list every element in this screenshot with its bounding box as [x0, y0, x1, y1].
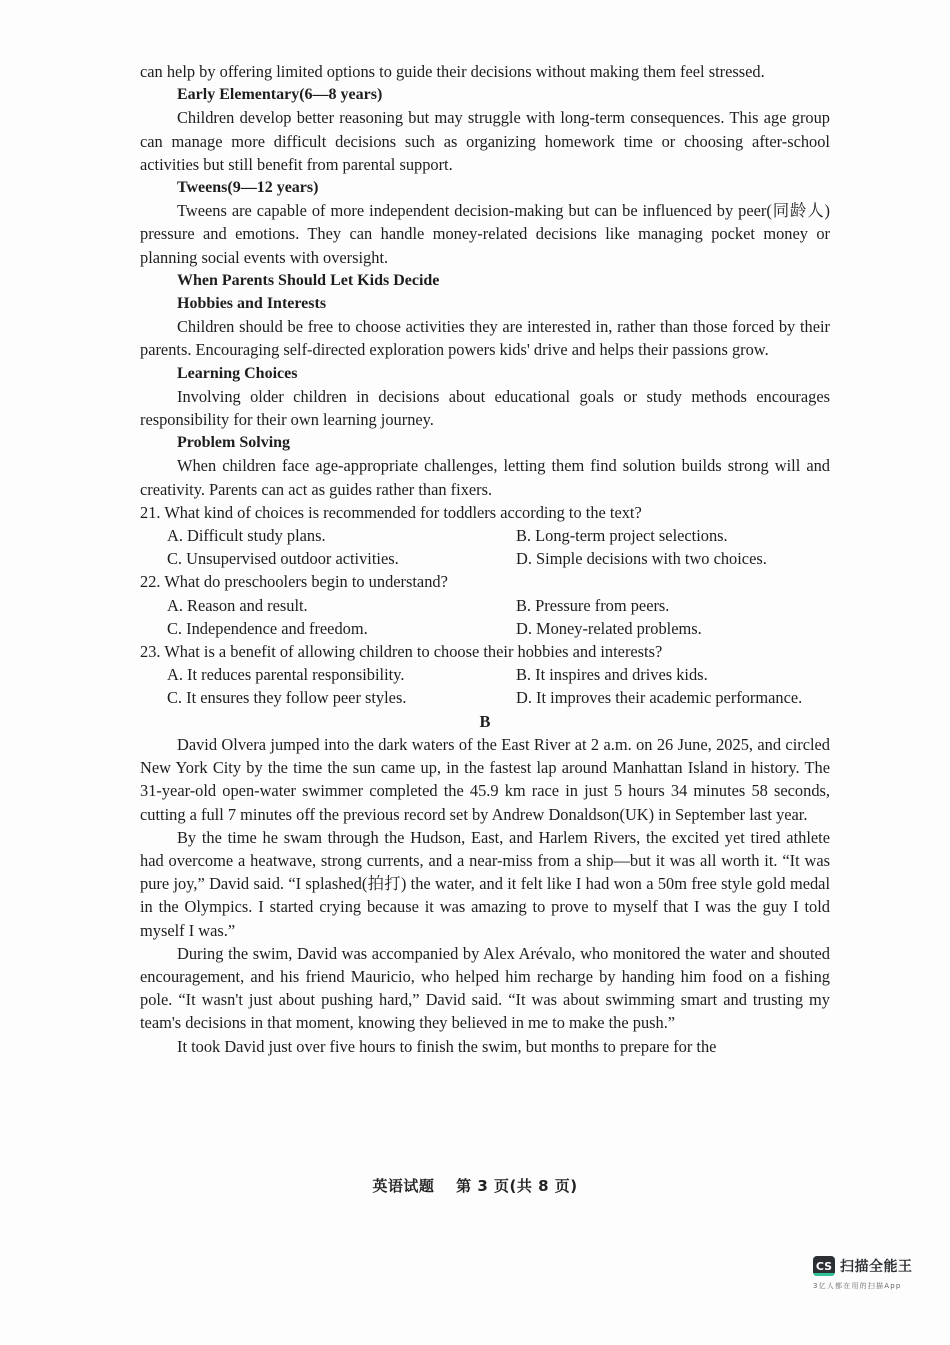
- option-c: C. It ensures they follow peer styles.: [167, 688, 407, 708]
- options-grid: [140, 524, 830, 570]
- paragraph-b-2: By the time he swam through the Hudson, East, and Harlem Rivers, the excited yet tired athlete had overcome a heatwave, strong currents, and a near-miss from a ship—but it was all worth it. “It was pure joy,” David said. “I splashed(拍打) the water, and it felt like I had won a 50m free style gold medal in the Olympics. I started crying because it was amazing to prove to myself that I was the guy I told myself I was.”: [140, 827, 830, 940]
- paragraph-b-3: During the swim, David was accompanied by Alex Arévalo, who monitored the water and shouted encouragement, and his friend Mauricio, who helped him recharge by handing him food on a fishing pole. “It wasn't just about pushing hard,” David said. “It was about swimming smart and trusting my team's decisions in that moment, knowing they believed in me to make the push.”: [140, 943, 830, 1033]
- paragraph-intro-continuation: can help by offering limited options to guide their decisions without making them feel stressed.: [140, 62, 765, 81]
- option-b: B. Long-term project selections.: [516, 526, 728, 546]
- option-a: A. Reason and result.: [167, 595, 308, 615]
- footer-page-info: 第 3 页(共 8 页): [456, 1177, 578, 1195]
- option-c: C. Unsupervised outdoor activities.: [167, 549, 399, 569]
- question-number: 21.: [140, 502, 161, 522]
- paragraph-early-elementary: Children develop better reasoning but may struggle with long-term consequences. This age group can manage more difficult decisions such as organizing homework time or choosing after-school activities but still benefit from parental support.: [140, 108, 830, 174]
- question-number: 22.: [140, 572, 161, 592]
- section-heading-problem-solving: Problem Solving: [177, 434, 291, 452]
- option-d: D. Money-related problems.: [516, 618, 702, 638]
- option-b: B. Pressure from peers.: [516, 595, 670, 615]
- paragraph-tweens: Tweens are capable of more independent decision-making but can be influenced by peer(同龄人) pressure and emotions. They can handle money-related decisions like managing pocket money or planning social events with oversight.: [140, 201, 830, 267]
- option-d: D. Simple decisions with two choices.: [516, 549, 767, 569]
- paragraph-learning: Involving older children in decisions about educational goals or study methods encourages responsibility for their own learning journey.: [140, 386, 830, 430]
- question-text: What do preschoolers begin to understand?: [164, 572, 448, 592]
- option-d: D. It improves their academic performance.: [516, 688, 803, 708]
- footer-subject: 英语试题: [372, 1177, 435, 1195]
- option-a: A. Difficult study plans.: [167, 526, 326, 546]
- question-number: 23.: [140, 642, 161, 662]
- option-c: C. Independence and freedom.: [167, 618, 368, 638]
- section-heading-tweens: Tweens(9—12 years): [177, 179, 319, 197]
- section-heading-early-elementary: Early Elementary(6—8 years): [177, 86, 383, 104]
- page-footer: [0, 1175, 950, 1196]
- section-heading-learning: Learning Choices: [177, 364, 298, 382]
- exam-page: [140, 60, 830, 1058]
- options-grid: [140, 663, 830, 709]
- passage-b-label: B: [479, 711, 491, 731]
- watermark-tagline: 3亿人都在用的扫描App: [813, 1282, 902, 1290]
- options-grid: [140, 594, 830, 640]
- paragraph-b-1: David Olvera jumped into the dark waters of the East River at 2 a.m. on 26 June, 2025, and circled New York City by the time the sun came up, in the fastest lap around Manhattan Island in history. The 31-year-old open-water swimmer completed the 45.9 km race in just 5 hours 34 minutes 58 seconds, cutting a full 7 minutes off the previous record set by Andrew Donaldson(UK) in September last year.: [140, 734, 830, 824]
- question-21: [140, 501, 830, 571]
- paragraph-b-4: It took David just over five hours to finish the swim, but months to prepare for the: [177, 1036, 717, 1056]
- option-a: A. It reduces parental responsibility.: [167, 665, 405, 685]
- question-22: [140, 570, 830, 640]
- section-heading-hobbies: Hobbies and Interests: [177, 295, 327, 313]
- question-23: [140, 640, 830, 710]
- watermark-app-name: 扫描全能王: [840, 1259, 913, 1275]
- question-text: What kind of choices is recommended for toddlers according to the text?: [164, 502, 642, 522]
- subtitle-when-parents-decide: When Parents Should Let Kids Decide: [177, 271, 440, 289]
- paragraph-hobbies: Children should be free to choose activities they are interested in, rather than those forced by their parents. Encouraging self-directed exploration powers kids' drive and helps their passions grow.: [140, 317, 830, 360]
- paragraph-problem-solving: When children face age-appropriate challenges, letting them find solution builds strong will and creativity. Parents can act as guides rather than fixers.: [140, 456, 830, 499]
- question-text: What is a benefit of allowing children to choose their hobbies and interests?: [164, 642, 663, 662]
- camscanner-logo-icon: CS: [813, 1256, 835, 1276]
- option-b: B. It inspires and drives kids.: [516, 665, 708, 685]
- camscanner-watermark: [813, 1256, 933, 1291]
